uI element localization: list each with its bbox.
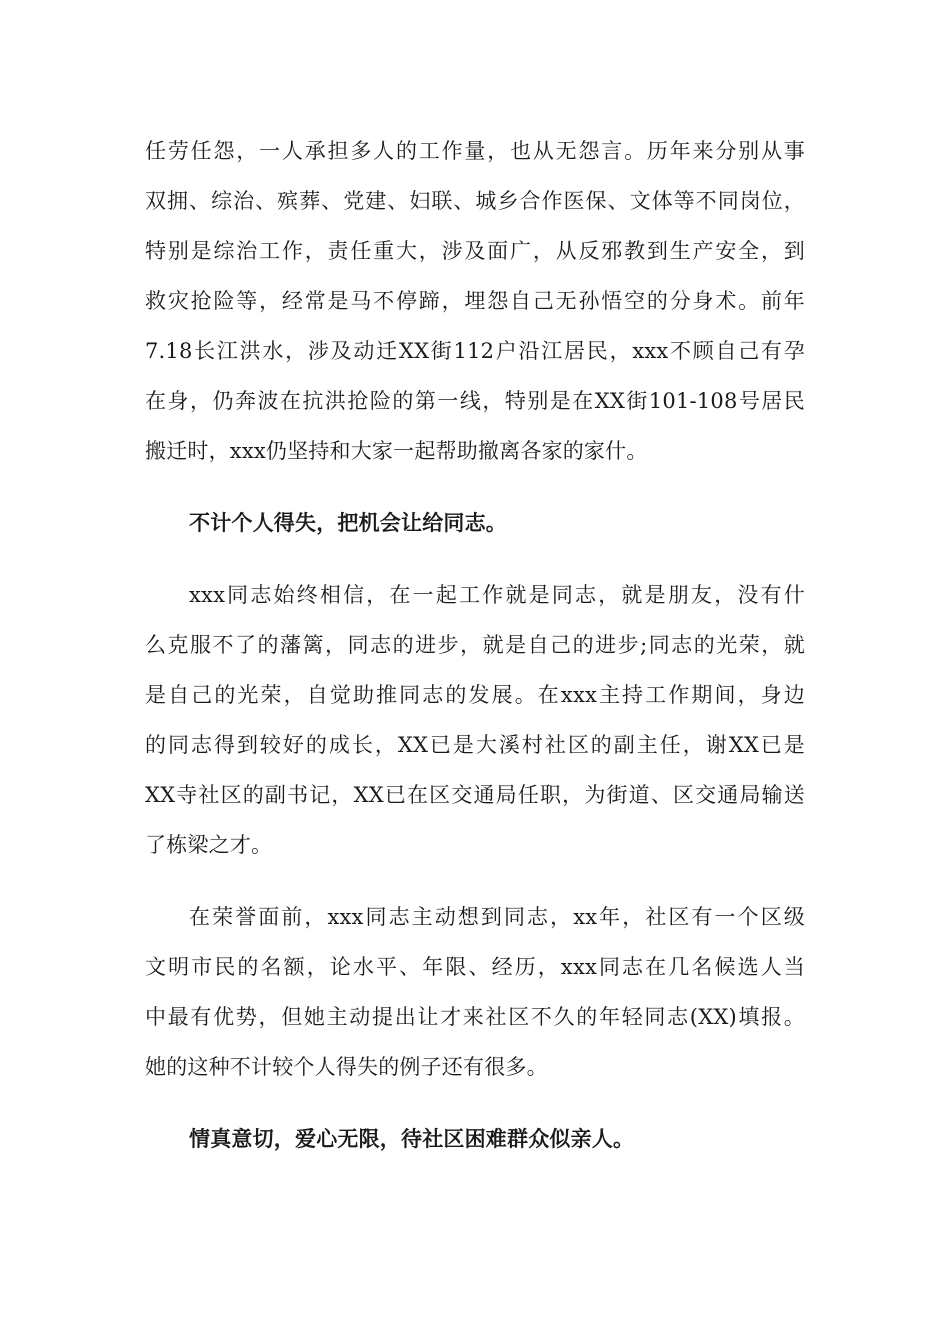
paragraph-1-line-3: 特别是综治工作，责任重大，涉及面广，从反邪教到生产安全，到	[145, 239, 805, 263]
paragraph-3-line-1: 在荣誉面前，xxx同志主动想到同志，xx年，社区有一个区级	[189, 905, 805, 929]
section-heading-1: 不计个人得失，把机会让给同志。	[189, 510, 507, 535]
paragraph-2-line-3: 是自己的光荣，自觉助推同志的发展。在xxx主持工作期间，身边	[145, 683, 805, 707]
paragraph-1-line-5: 7.18长江洪水，涉及动迁XX街112户沿江居民，xxx不顾自己有孕	[145, 339, 805, 363]
paragraph-3-line-2: 文明市民的名额，论水平、年限、经历，xxx同志在几名候选人当	[145, 955, 805, 979]
paragraph-3-line-3: 中最有优势，但她主动提出让才来社区不久的年轻同志(XX)填报。	[145, 1005, 805, 1029]
paragraph-1-line-7: 搬迁时，xxx仍坚持和大家一起帮助撤离各家的家什。	[145, 439, 648, 463]
paragraph-3-line-4: 她的这种不计较个人得失的例子还有很多。	[145, 1055, 548, 1079]
section-heading-2: 情真意切，爱心无限，待社区困难群众似亲人。	[189, 1126, 635, 1151]
paragraph-2-line-5: XX寺社区的副书记，XX已在区交通局任职，为街道、区交通局输送	[145, 783, 805, 807]
paragraph-1-line-6: 在身，仍奔波在抗洪抢险的第一线，特别是在XX街101-108号居民	[145, 389, 805, 413]
paragraph-2-line-6: 了栋梁之才。	[145, 833, 273, 857]
paragraph-1-line-1: 任劳任怨，一人承担多人的工作量，也从无怨言。历年来分别从事	[145, 139, 805, 163]
paragraph-2-line-2: 么克服不了的藩篱，同志的进步，就是自己的进步;同志的光荣，就	[145, 633, 805, 657]
paragraph-1-line-2: 双拥、综治、殡葬、党建、妇联、城乡合作医保、文体等不同岗位，	[145, 189, 805, 213]
paragraph-2-line-1: xxx同志始终相信，在一起工作就是同志，就是朋友，没有什	[189, 583, 805, 607]
paragraph-2-line-4: 的同志得到较好的成长，XX已是大溪村社区的副主任，谢XX已是	[145, 733, 805, 757]
paragraph-1-line-4: 救灾抢险等，经常是马不停蹄，埋怨自己无孙悟空的分身术。前年	[145, 289, 805, 313]
